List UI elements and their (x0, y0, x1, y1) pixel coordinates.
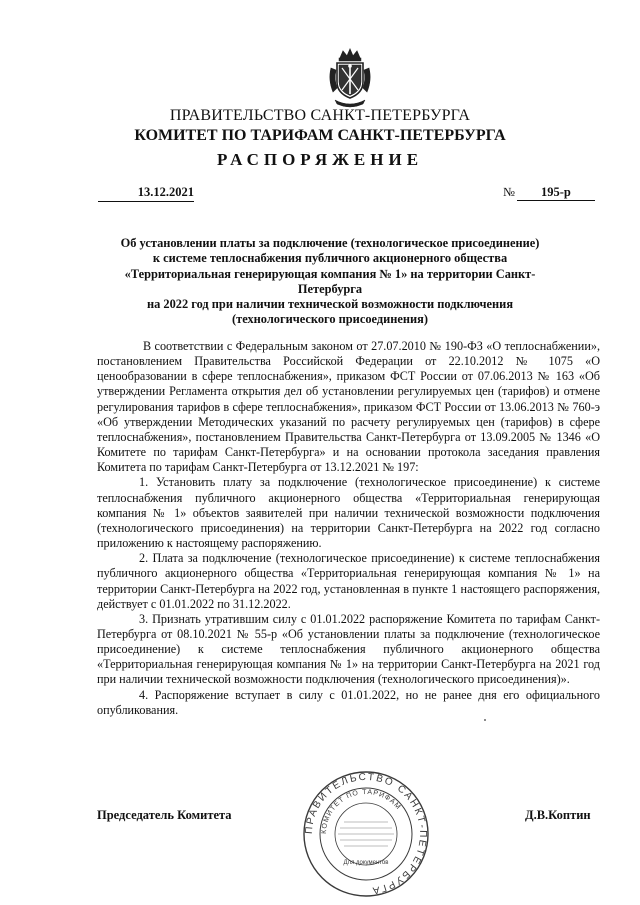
document-number-field (503, 185, 595, 201)
document-body (97, 339, 600, 718)
item-3-paragraph: 3. Признать утратившим силу с 01.01.2022 распоряжение Комитета по тарифам Санкт-Петербурга от 08.10.2021 № 55-р «Об установлении платы за подключение (технологическое присоединение) к системе теплоснабжения публичного акционерного общества «Территориальная генерирующая компания № 1» на территории Санкт-Петербурга на 2021 год при наличии технической возможности подключения (технологического присоединения)». (97, 611, 600, 687)
item-1-paragraph: 1. Установить плату за подключение (технологическое присоединение) к системе теплоснабжения публичного акционерного общества «Территориальная генерирующая компания № 1» объектов заявителей при наличии технической возможности подключения (технологического присоединения) на территории Санкт-Петербурга на 2022 год согласно приложению к настоящему распоряжению. (97, 475, 600, 551)
stamp-outer-text: ПРАВИТЕЛЬСТВО САНКТ-ПЕТЕРБУРГА (303, 771, 429, 896)
government-title: ПРАВИТЕЛЬСТВО САНКТ-ПЕТЕРБУРГА (169, 107, 471, 124)
subject-line: «Территориальная генерирующая компания № 1» на территории Санкт-Петербурга (124, 266, 536, 296)
item-4-paragraph: 4. Распоряжение вступает в силу с 01.01.2022, но не ранее дня его официального опубликования. (97, 687, 600, 717)
document-subject (95, 236, 565, 328)
committee-title: КОМИТЕТ ПО ТАРИФАМ САНКТ-ПЕТЕРБУРГА (134, 127, 506, 144)
subject-line: (технологического присоединения) (231, 312, 429, 327)
coat-of-arms-icon (325, 48, 375, 110)
signatory-name: Д.В.Коптин (525, 808, 591, 822)
signatory-position: Председатель Комитета (97, 808, 232, 822)
official-stamp (302, 770, 430, 898)
preamble-paragraph: В соответствии с Федеральным законом от 27.07.2010 № 190-ФЗ «О теплоснабжении», постановлением Правительства Российской Федерации от 22.10.2012 № 1075 «О ценообразовании в сфере теплоснабжения», приказом ФСТ России от 07.06.2013 № 163 «Об утверждении Регламента открытия дел об установлении регулируемых цен (тарифов) и отмене регулирования тарифов в сфере теплоснабжения», приказом ФСТ России от 13.06.2013 № 760-э «Об утверждении Методических указаний по расчету регулируемых цен (тарифов) в сфере теплоснабжения», постановлением Правительства Санкт-Петербурга от 13.09.2005 № 1346 «О Комитете по тарифам Санкт-Петербурга» и на основании протокола заседания правления Комитета по тарифам Санкт-Петербурга от 13.12.2021 № 197: (97, 339, 600, 475)
subject-line: на 2022 год при наличии технической возможности подключения (146, 297, 514, 312)
document-type: РАСПОРЯЖЕНИЕ (216, 150, 424, 169)
stamp-inner-text: КОМИТЕТ ПО ТАРИФАМ (320, 788, 403, 835)
document-date: 13.12.2021 (98, 185, 194, 202)
subject-line: Об установлении платы за подключение (технологическое присоединение) (120, 236, 540, 250)
svg-text:КОМИТЕТ ПО ТАРИФАМ (321, 789, 402, 834)
scan-speck (484, 719, 486, 721)
number-prefix: № (503, 185, 515, 199)
document-number: 195-р (517, 185, 595, 201)
item-2-paragraph: 2. Плата за подключение (технологическое присоединение) к системе теплоснабжения публичного акционерного общества «Территориальная генерирующая компания № 1» на территории Санкт-Петербурга на 2022 год, установленная в пункте 1 настоящего распоряжения, действует с 01.01.2022 по 31.12.2022. (97, 551, 600, 611)
subject-line: к системе теплоснабжения публичного акционерного общества (152, 251, 508, 266)
stamp-center-text: Для документов (343, 860, 389, 866)
